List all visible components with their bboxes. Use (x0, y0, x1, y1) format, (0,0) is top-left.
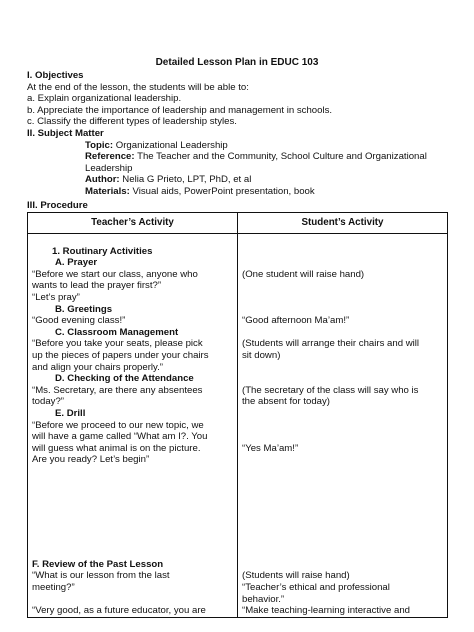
prayer-teacher-line-1: “Before we start our class, anyone who (32, 268, 198, 280)
attendance-student-response-1: (The secretary of the class will say who is (242, 384, 419, 396)
objective-item-a: a. Explain organizational leadership. (27, 93, 182, 105)
reference-line (27, 151, 447, 174)
prayer-heading: A. Prayer (55, 257, 98, 269)
author-label: Author: (85, 174, 120, 186)
student-activity-cell (238, 234, 448, 618)
drill-teacher-line-3: will guess what animal is on the picture. (32, 442, 201, 454)
classroom-student-response-1: (Students will arrange their chairs and will (242, 338, 420, 350)
objectives-heading: I. Objectives (27, 70, 84, 81)
objective-item-c: c. Classify the different types of leadership styles. (27, 116, 237, 128)
drill-teacher-line-2: will have a game called “What am I?. You (32, 431, 208, 443)
teacher-activity-header: Teacher’s Activity (28, 213, 238, 234)
student-activity-header: Student’s Activity (238, 213, 448, 234)
objective-item-b: b. Appreciate the importance of leadership and management in schools. (27, 104, 333, 116)
teacher-activity-cell (28, 234, 238, 618)
materials-label: Materials: (85, 185, 130, 197)
review-teacher-line-1: “What is our lesson from the last (32, 570, 170, 582)
drill-heading: E. Drill (55, 407, 86, 419)
review-student-response-3: behavior.” (242, 593, 285, 605)
table-header-row (28, 213, 448, 234)
reference-label: Reference: (85, 151, 135, 163)
greetings-heading: B. Greetings (55, 303, 113, 315)
classroom-teacher-line-1: “Before you take your seats, please pick (32, 338, 203, 350)
drill-student-response: “Yes Ma’am!” (242, 442, 299, 454)
topic-value: Organizational Leadership (113, 139, 228, 151)
drill-teacher-line-4: Are you ready? Let’s begin” (32, 454, 150, 466)
procedure-table (27, 212, 448, 618)
objectives-section (27, 70, 447, 198)
classroom-student-response-2: sit down) (242, 349, 281, 361)
prayer-teacher-line-2: wants to lead the prayer first?” (32, 280, 162, 292)
classroom-teacher-line-3: and align your chairs properly.” (32, 361, 164, 373)
procedure-heading: III. Procedure (27, 200, 88, 211)
review-student-response-1: (Students will raise hand) (242, 570, 350, 582)
author-value: Nelia G Prieto, LPT, PhD, et al (119, 174, 252, 186)
table-row (28, 234, 448, 618)
attendance-student-response-2: the absent for today) (242, 396, 330, 408)
greetings-teacher-line: “Good evening class!” (32, 315, 126, 327)
routinary-activities-heading: 1. Routinary Activities (52, 245, 153, 257)
materials-value: Visual aids, PowerPoint presentation, book (129, 185, 315, 197)
author-line (27, 174, 447, 186)
topic-line (27, 140, 447, 152)
materials-line (27, 186, 447, 198)
attendance-teacher-line-2: today?” (32, 396, 64, 408)
drill-teacher-line-1: “Before we proceed to our new topic, we (32, 419, 204, 431)
document-title: Detailed Lesson Plan in EDUC 103 (155, 57, 319, 68)
greetings-student-response: “Good afternoon Ma’am!” (242, 315, 350, 327)
topic-label: Topic: (85, 139, 114, 151)
prayer-teacher-line-3: “Let’s pray” (32, 291, 80, 303)
attendance-heading: D. Checking of the Attendance (55, 373, 194, 385)
subject-matter-heading: II. Subject Matter (27, 127, 104, 139)
objectives-intro: At the end of the lesson, the students will be able to: (27, 81, 249, 93)
attendance-teacher-line-1: “Ms. Secretary, are there any absentees (32, 384, 203, 396)
review-heading: F. Review of the Past Lesson (32, 558, 164, 570)
prayer-student-response: (One student will raise hand) (242, 268, 365, 280)
review-student-response-2: “Teacher’s ethical and professional (242, 582, 390, 594)
review-teacher-line-2: meeting?” (32, 582, 75, 594)
review-teacher-line-3: “Very good, as a future educator, you are (32, 605, 206, 617)
classroom-management-heading: C. Classroom Management (55, 326, 179, 338)
classroom-teacher-line-2: up the pieces of papers under your chairs (32, 349, 209, 361)
reference-value: The Teacher and the Community, School Culture and Organizational Leadership (85, 151, 427, 174)
review-student-response-4: “Make teaching-learning interactive and (242, 605, 410, 617)
